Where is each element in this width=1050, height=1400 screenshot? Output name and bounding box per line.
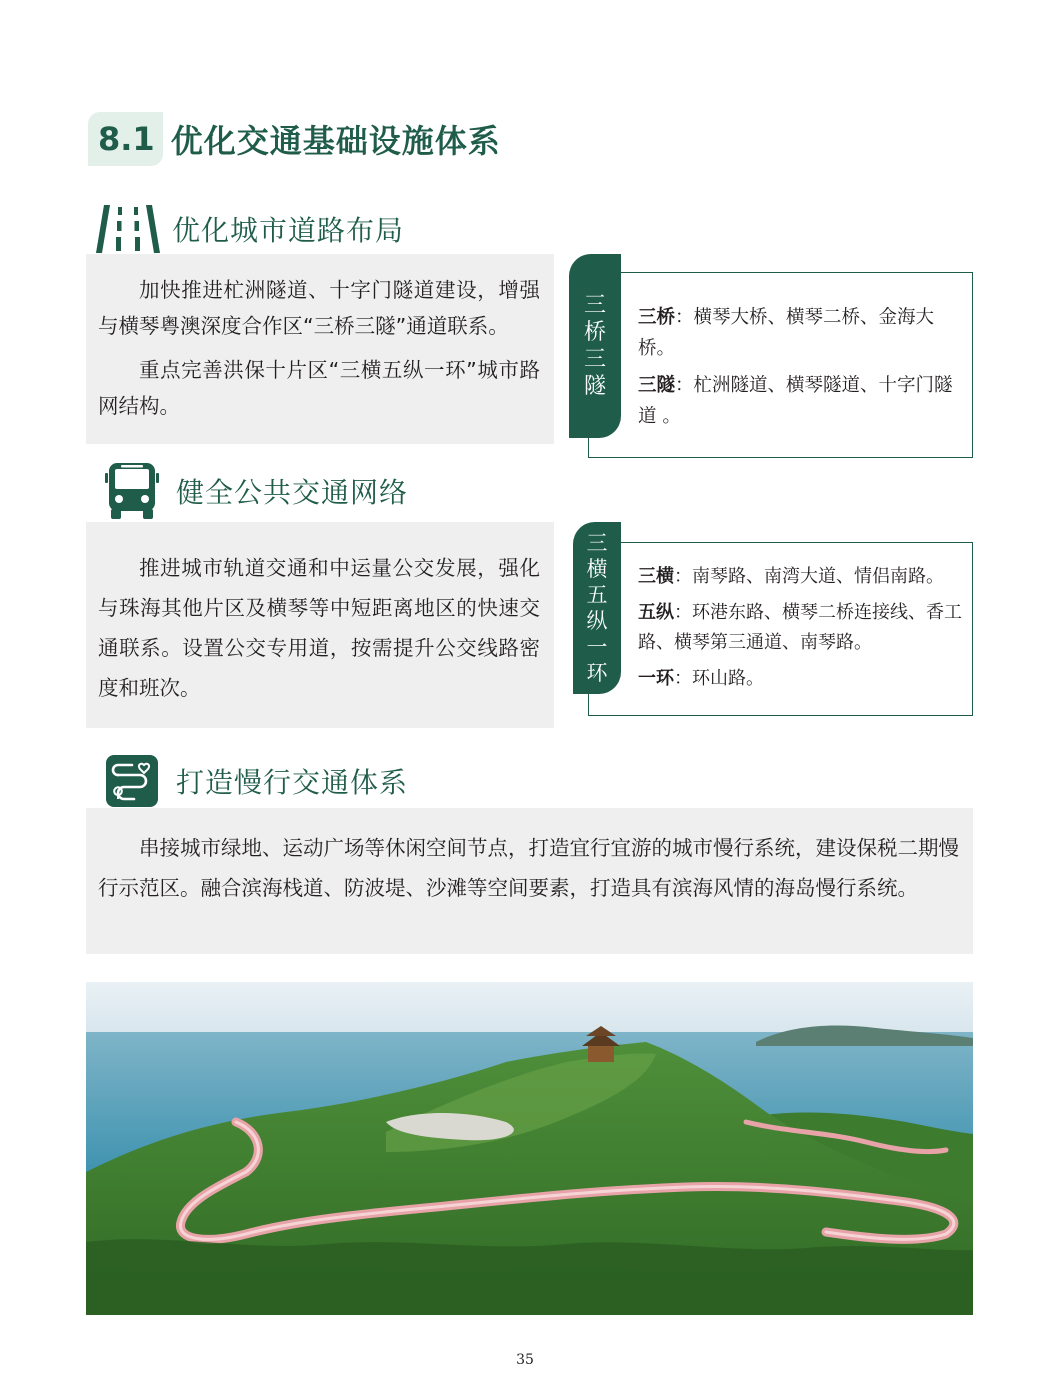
road-lanes-icon <box>96 200 160 258</box>
bus-icon <box>100 462 164 520</box>
tab-char: 环 <box>586 661 608 685</box>
tab-char: 横 <box>586 557 608 581</box>
transit-text-panel <box>86 522 554 728</box>
tunnels-item: 三隧：杧洲隧道、横琴隧道、十字门隧道 。 <box>638 375 953 427</box>
transit-paragraph: 推进城市轨道交通和中运量公交发展，强化与珠海其他片区及横琴等中短距离地区的快速交通联系。设置公交专用道，按需提升公交线路密度和班次。 <box>98 556 540 700</box>
page-number: 35 <box>516 1352 534 1368</box>
slow-traffic-paragraph: 串接城市绿地、运动广场等休闲空间节点，打造宜行宜游的城市慢行系统，建设保税二期慢行示范区。融合滨海栈道、防波堤、沙滩等空间要素，打造具有滨海风情的海岛慢行系统。 <box>98 836 959 900</box>
slow-traffic-title: 打造慢行交通体系 <box>176 766 409 799</box>
section-number: 8.1 <box>88 112 163 166</box>
tab-char: 三 <box>583 293 606 318</box>
slow-traffic-heading <box>100 752 408 810</box>
tab-char: 三 <box>583 347 606 372</box>
roads-text-panel <box>86 254 554 444</box>
section-heading <box>88 112 501 166</box>
bridges-tunnels-text <box>638 302 966 438</box>
slow-traffic-text-panel <box>86 808 973 954</box>
coastal-skywalk-photo <box>86 982 973 1315</box>
tab-char: 一 <box>586 635 608 659</box>
tab-char: 隧 <box>583 374 606 399</box>
road-network-tab <box>573 522 621 694</box>
road-network-text <box>638 562 966 700</box>
tab-char: 五 <box>586 583 608 607</box>
tab-char: 桥 <box>583 320 606 345</box>
route-map-icon <box>100 752 164 810</box>
roads-paragraph-2: 重点完善洪保十片区“三横五纵一环”城市路网结构。 <box>98 358 540 418</box>
vertical-roads-item: 五纵：环港东路、横琴二桥连接线、香工路、横琴第三通道、南琴路。 <box>638 602 962 653</box>
tab-char: 纵 <box>586 609 608 633</box>
roads-paragraph-1: 加快推进杧洲隧道、十字门隧道建设，增强与横琴粤澳深度合作区“三桥三隧”通道联系。 <box>98 278 540 338</box>
ring-road-item: 一环：环山路。 <box>638 668 764 689</box>
bridges-tunnels-tab <box>569 254 621 438</box>
bridges-item: 三桥：横琴大桥、横琴二桥、金海大桥。 <box>638 307 935 359</box>
transit-title: 健全公共交通网络 <box>176 476 409 509</box>
roads-heading <box>96 200 404 258</box>
transit-heading <box>100 462 408 520</box>
section-title: 优化交通基础设施体系 <box>170 122 501 160</box>
horizontal-roads-item: 三横：南琴路、南湾大道、情侣南路。 <box>638 566 944 587</box>
tab-char: 三 <box>586 531 608 555</box>
roads-title: 优化城市道路布局 <box>172 214 405 247</box>
